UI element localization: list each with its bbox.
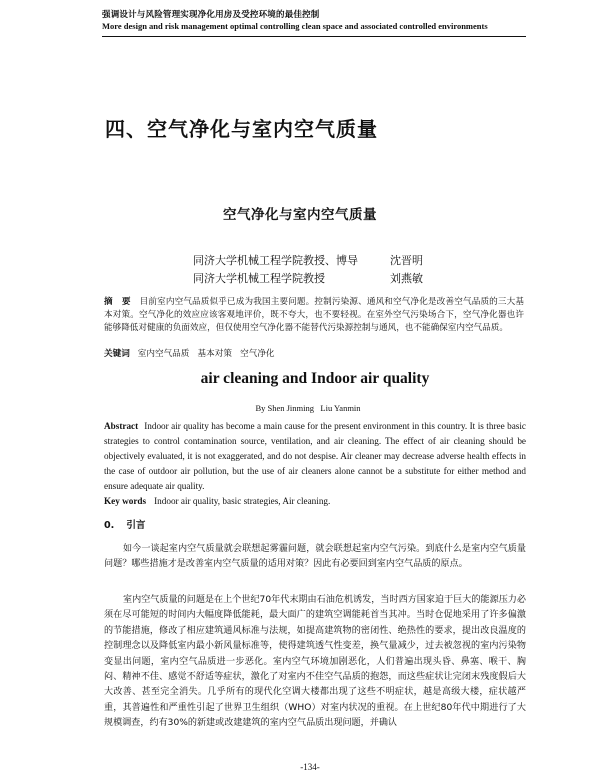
keywords-cn-text: 室内空气品质 基本对策 空气净化 xyxy=(137,349,275,359)
intro-heading-number: 0. xyxy=(104,520,115,531)
intro-heading-title: 引言 xyxy=(126,520,146,531)
abstract-cn-label: 摘 要 xyxy=(104,297,134,307)
article-title: 空气净化与室内空气质量 xyxy=(223,207,377,223)
english-title: air cleaning and Indoor air quality xyxy=(200,370,430,387)
running-header xyxy=(102,10,522,32)
intro-heading xyxy=(104,517,146,531)
author-name: 沈晋明 xyxy=(390,254,423,267)
author-affiliation: 同济大学机械工程学院教授 xyxy=(193,272,325,285)
author-row xyxy=(193,252,423,270)
running-header-cn: 强调设计与风险管理实现净化用房及受控环境的最佳控制 xyxy=(102,10,320,20)
author-affiliation: 同济大学机械工程学院教授、博导 xyxy=(193,254,358,267)
section-title: 四、空气净化与室内空气质量 xyxy=(105,117,378,141)
english-authors: By Shen Jinming Liu Yanmin xyxy=(255,403,361,413)
abstract-en-text: Indoor air quality has become a main cause for the present environment in this country. It is three basic strategies to control contamination source, ventilation, and air cleaning. The effect of air cleaning should be objectively evaluated, it is not exaggerated, and do not despise. Air cleaner may decrease adverse health effects in the case of outdoor air pollution, but the use of air cleaners alone cannot be a substitute for either method and ensure adequate air quality. xyxy=(104,421,526,492)
abstract-cn-text: 目前室内空气品质似乎已成为我国主要问题。控制污染源、通风和空气净化是改善空气品质的三大基本对策。空气净化的效应应该客观地评价，既不夸大，也不要轻视。在室外空气污染场合下，空气净化器也许能够降低对健康的负面效应，但仅使用空气净化器不能替代污染源控制与通风，也不能确保室内空气品质。 xyxy=(104,297,524,333)
header-rule xyxy=(102,36,526,37)
keywords-en-label: Key words xyxy=(104,496,147,506)
keywords-cn-label: 关键词 xyxy=(104,349,130,359)
keywords-cn xyxy=(104,347,275,359)
keywords-en-text: Indoor air quality, basic strategies, Air cleaning. xyxy=(154,496,331,506)
author-name: 刘燕敏 xyxy=(390,272,423,285)
author-row xyxy=(193,270,423,288)
page-number: -134- xyxy=(300,762,320,772)
keywords-en xyxy=(104,496,330,506)
abstract-en xyxy=(104,419,526,494)
abstract-cn xyxy=(104,296,524,334)
author-block xyxy=(193,252,423,288)
body-paragraph: 如今一谈起室内空气质量就会联想起雾霾问题，就会联想起室内空气污染。到底什么是室内空气质量问题？哪些措施才是改善室内空气质量的适用对策？因此有必要回到室内空气品质的原点。 xyxy=(104,544,526,570)
running-header-en: More design and risk management optimal controlling clean space and associated controlled environments xyxy=(102,21,488,31)
body-paragraph: 室内空气质量的问题是在上个世纪70年代末期由石油危机诱发，当时西方国家迫于巨大的能源压力必须在尽可能短的时间内大幅度降低能耗，最大面广的建筑空调能耗首当其冲。当时仓促地采用了许多偏激的节能措施，修改了相应建筑通风标准与法规，如提高建筑物的密闭性、绝热性的要求，提出改良温度的控制理念以及降低室内最小新风量标准等，使得建筑透气性变差，换气量减少，过去被忽视的室内污染物变显出问题，室内空气品质进一步恶化。室内空气环境加剧恶化，人们普遍出现头昏、鼻塞、喉干、胸闷、精神不佳、感觉不舒适等症状，激化了对室内不佳空气品质的抱怨，而这些症状让完闭末残度假后大大改善、甚至完全消失。几乎所有的现代化空调大楼都出现了这些不明症状，越是高级大楼，症状越严重，其普遍性和严重性引起了世界卫生组织（WHO）对室内状况的重视。在上世纪80年代中期进行了大规模调查，约有30%的新建或改建建筑的室内空气品质出现问题，并确认 xyxy=(104,595,526,729)
abstract-en-label: Abstract xyxy=(104,421,139,431)
